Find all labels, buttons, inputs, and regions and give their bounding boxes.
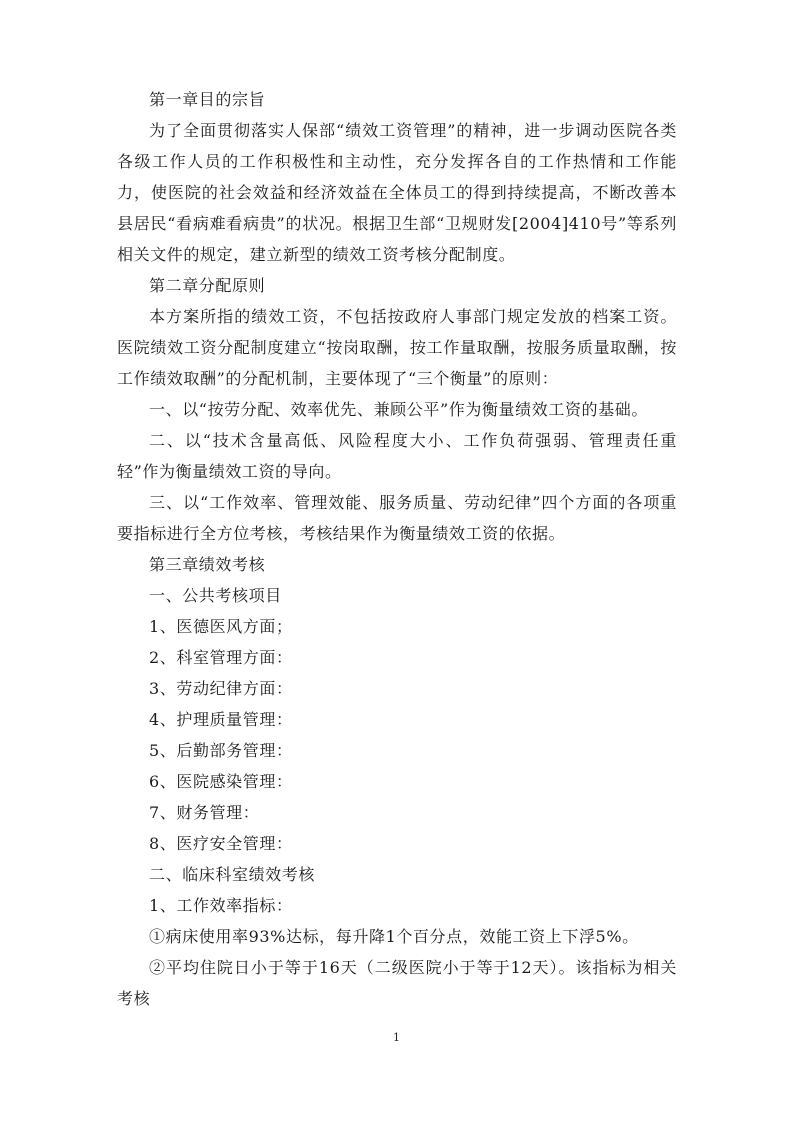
page-number: 1: [393, 1031, 400, 1044]
list-item: 6、医院感染管理：: [149, 772, 293, 791]
indicator-bed-usage: ①病床使用率93%达标，每升降1个百分点，效能工资上下浮5%。: [149, 927, 639, 946]
chapter-3-heading: 第三章绩效考核: [149, 555, 266, 574]
section-public-assessment: 一、公共考核项目: [149, 586, 282, 605]
list-item: 3、劳动纪律方面：: [149, 679, 293, 698]
list-item: 2、科室管理方面：: [149, 648, 293, 667]
list-item: 5、后勤部务管理：: [149, 741, 293, 760]
list-item: 1、工作效率指标：: [149, 896, 293, 915]
principle-3: 三、以“工作效率、管理效能、服务质量、劳动纪律”四个方面的各项重要指标进行全方位考核，考核结果作为衡量绩效工资的依据。: [117, 493, 677, 543]
document-page: [117, 84, 677, 1014]
chapter-2-heading: 第二章分配原则: [149, 276, 266, 295]
principle-2: 二、以“技术含量高低、风险程度大小、工作负荷强弱、管理责任重轻”作为衡量绩效工资的导向。: [117, 431, 677, 481]
list-item: 8、医疗安全管理：: [149, 834, 293, 853]
list-item: 4、护理质量管理：: [149, 710, 293, 729]
principle-1: 一、以“按劳分配、效率优先、兼顾公平”作为衡量绩效工资的基础。: [149, 400, 648, 419]
list-item: 7、财务管理：: [149, 803, 260, 822]
indicator-average-stay: ②平均住院日小于等于16天（二级医院小于等于12天）。该指标为相关考核: [117, 958, 677, 1008]
chapter-1-heading: 第一章目的宗旨: [149, 90, 266, 109]
list-item: 1、医德医风方面；: [149, 617, 293, 636]
chapter-1-body: 为了全面贯彻落实人保部“绩效工资管理”的精神，进一步调动医院各类各级工作人员的工作积极性和主动性，充分发挥各自的工作热情和工作能力，使医院的社会效益和经济效益在全体员工的得到持续提高，不断改善本县居民“看病难看病贵”的状况。根据卫生部“卫规财发[2004]410号”等系列相关文件的规定，建立新型的绩效工资考核分配制度。: [117, 121, 677, 264]
chapter-2-body: 本方案所指的绩效工资，不包括按政府人事部门规定发放的档案工资。医院绩效工资分配制度建立“按岗取酬，按工作量取酬，按服务质量取酬，按工作绩效取酬”的分配机制，主要体现了“三个衡量”的原则：: [117, 307, 677, 388]
section-clinical-assessment: 二、临床科室绩效考核: [149, 865, 316, 884]
